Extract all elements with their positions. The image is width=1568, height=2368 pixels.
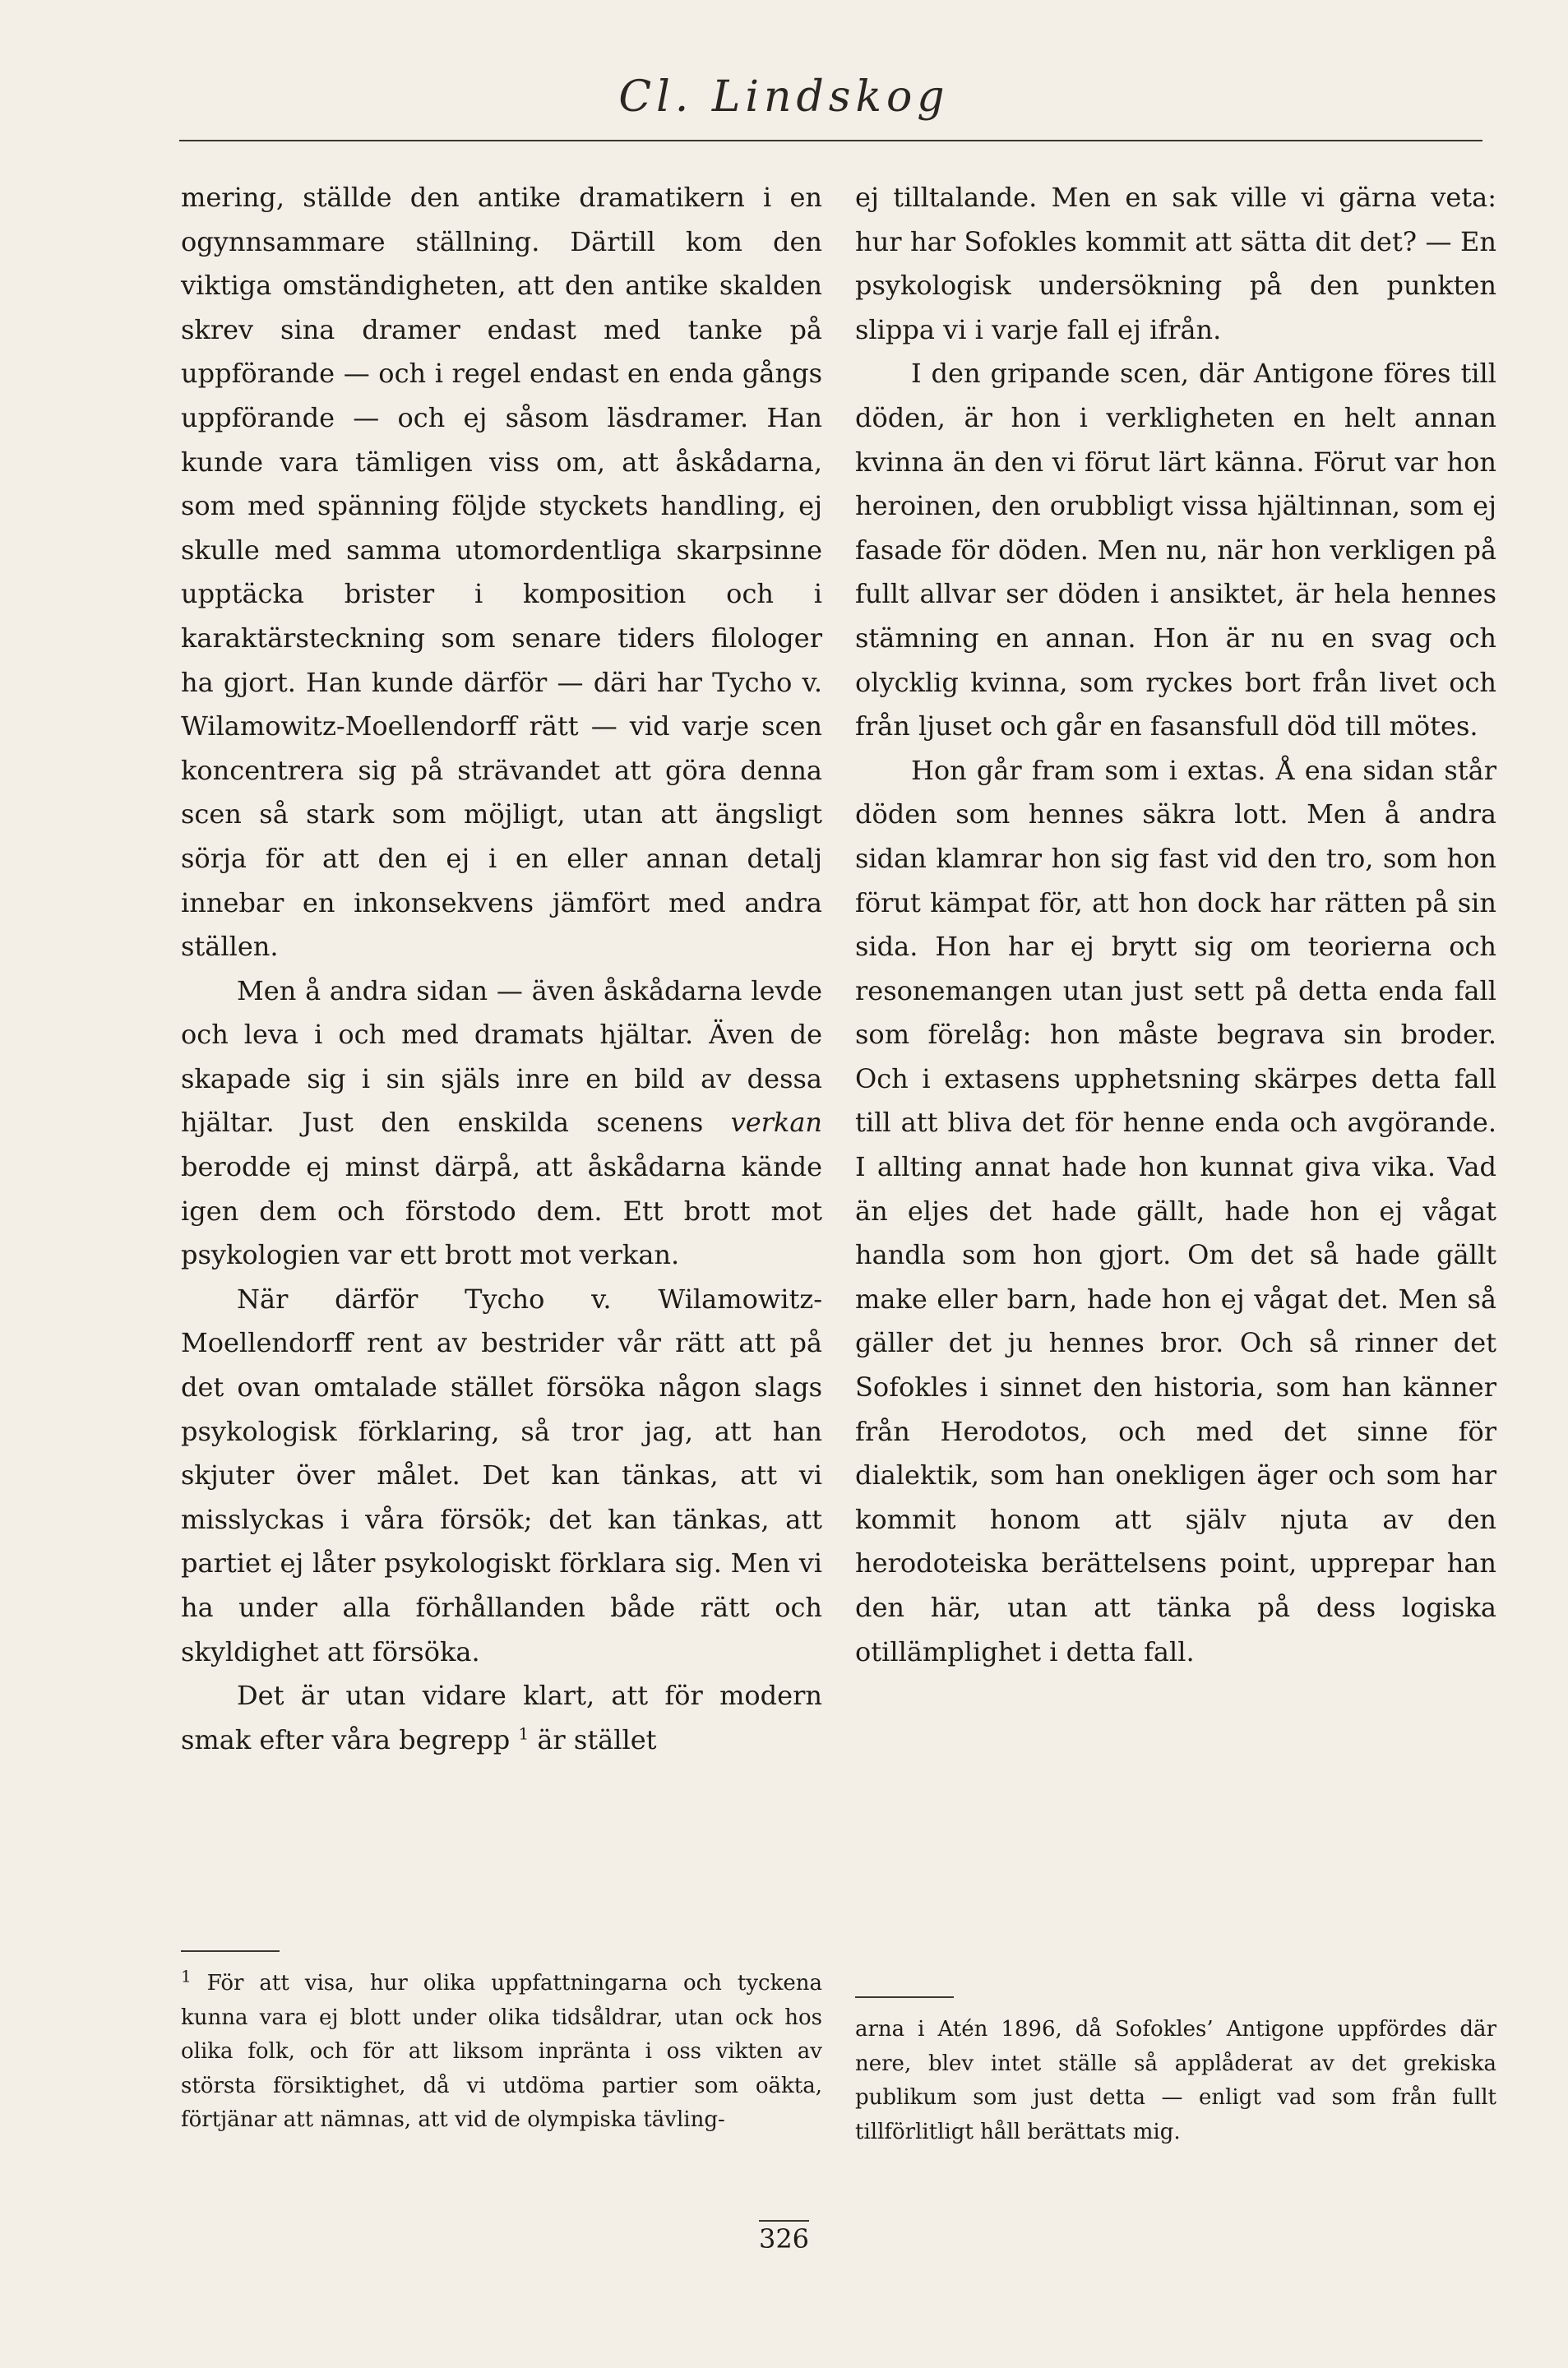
left-paragraph-3: När därför Tycho v. Wilamowitz-Moellendorff rent av bestrider vår rätt att på det ovan omtalade stället försöka någon slags psykologisk förklaring, så tror jag, att han skjuter över målet. Det kan tänkas, att vi misslyckas i våra försök; det kan tänkas, att partiet ej låter psykologiskt förklara sig. Men vi ha under alla förhållanden både rätt och skyldighet att försöka. xyxy=(181,1283,822,1667)
running-header: Cl. Lindskog xyxy=(618,72,950,122)
right-paragraph-1: ej tilltalande. Men en sak ville vi gärna veta: hur har Sofokles kommit att sätta dit det? — En psykologisk undersökning på den punkten slippa vi i varje fall ej ifrån. xyxy=(855,182,1496,345)
page-number: 326 xyxy=(0,2220,1568,2255)
footnote-rule-right xyxy=(855,1996,954,1998)
left-paragraph-2: Men å andra sidan — även åskådarna levde och leva i och med dramats hjältar. Även de skapade sig i sin själs inre en bild av dessa hjältar. Just den enskilda scenens verkan berodde ej minst därpå, att åskådarna kände igen dem och förstodo dem. Ett brott mot psykologien var ett brott mot verkan. xyxy=(181,974,822,1271)
left-paragraph-4: Det är utan vidare klart, att för modern smak efter våra begrepp $^1$ är stället xyxy=(181,1680,822,1755)
footnote-right: arna i Atén 1896, då Sofokles’ Antigone uppfördes där nere, blev intet ställe så applåderat av det grekiska publikum som just detta — enligt vad som från fullt tillförlitligt håll berättats mig. xyxy=(855,2017,1496,2144)
right-paragraph-3: Hon går fram som i extas. Å ena sidan står döden som hennes säkra lott. Men å andra sidan klamrar hon sig fast vid den tro, som hon förut kämpat för, att hon dock har rätten på sin sida. Hon har ej brytt sig om teorierna och resonemangen utan just sett på detta enda fall som förelåg: hon måste begrava sin broder. Och i extasens upphetsning skärpes detta fall till att bliva det för henne enda och avgörande. I allting annat hade hon kunnat giva vika. Vad än eljes det hade gällt, hade hon ej vågat handla som hon gjort. Om det så hade gällt make eller barn, hade hon ej vågat det. Men så gäller det ju hennes bror. Och så rinner det Sofokles i sinnet den historia, som han känner från Herodotos, och med det sinne för dialektik, som han onekligen äger och som har kommit honom att själv njuta av den herodoteiska berättelsens point, upprepar han den här, utan att tänka på dess logiska otillämplighet i detta fall. xyxy=(855,754,1496,1667)
footnote-marker: 1 xyxy=(518,1723,530,1744)
left-paragraph-1: mering, ställde den antike dramatikern i en ogynnsammare ställning. Därtill kom den viktiga omständigheten, att den antike skalden skrev sina dramer endast med tanke på uppförande — och i regel endast en enda gångs uppförande — och ej såsom läsdramer. Han kunde vara tämligen viss om, att åskådarna, som med spänning följde styckets handling, ej skulle med samma utomordentliga skarpsinne upptäcka brister i komposition och i karaktärsteckning som senare tiders filologer ha gjort. Han kunde därför — däri har Tycho v. Wilamowitz-Moellendorff rätt — vid varje scen koncentrera sig på strävandet att göra denna scen så stark som möjligt, utan att ängsligt sörja för att den ej i en eller annan detalj innebar en inkonsekvens jämfört med andra ställen. xyxy=(181,182,822,963)
footnote-number: 1 xyxy=(181,1966,192,1986)
left-column xyxy=(181,176,822,1762)
footnote-left: $^1$ För att visa, hur olika uppfattningarna och tyckena kunna vara ej blott under olika tidsåldrar, utan ock hos olika folk, och för att liksom inpränta i oss vikten av största försiktighet, då vi utdöma partier som oäkta, förtjänar att nämnas, att vid de olympiska tävling- xyxy=(181,1966,822,2132)
emphasis-verkan: verkan xyxy=(730,1107,822,1139)
right-column xyxy=(855,176,1496,1674)
header-rule xyxy=(179,140,1482,141)
right-paragraph-2: I den gripande scen, där Antigone föres till döden, är hon i verkligheten en helt annan kvinna än den vi förut lärt känna. Förut var hon heroinen, den orubbligt vissa hjältinnan, som ej fasade för döden. Men nu, när hon verkligen på fullt allvar ser döden i ansiktet, är hela hennes stämning en annan. Hon är nu en svag och olycklig kvinna, som ryckes bort från livet och från ljuset och går en fasansfull död till mötes. xyxy=(855,358,1496,742)
footnote-rule-left xyxy=(181,1950,280,1952)
